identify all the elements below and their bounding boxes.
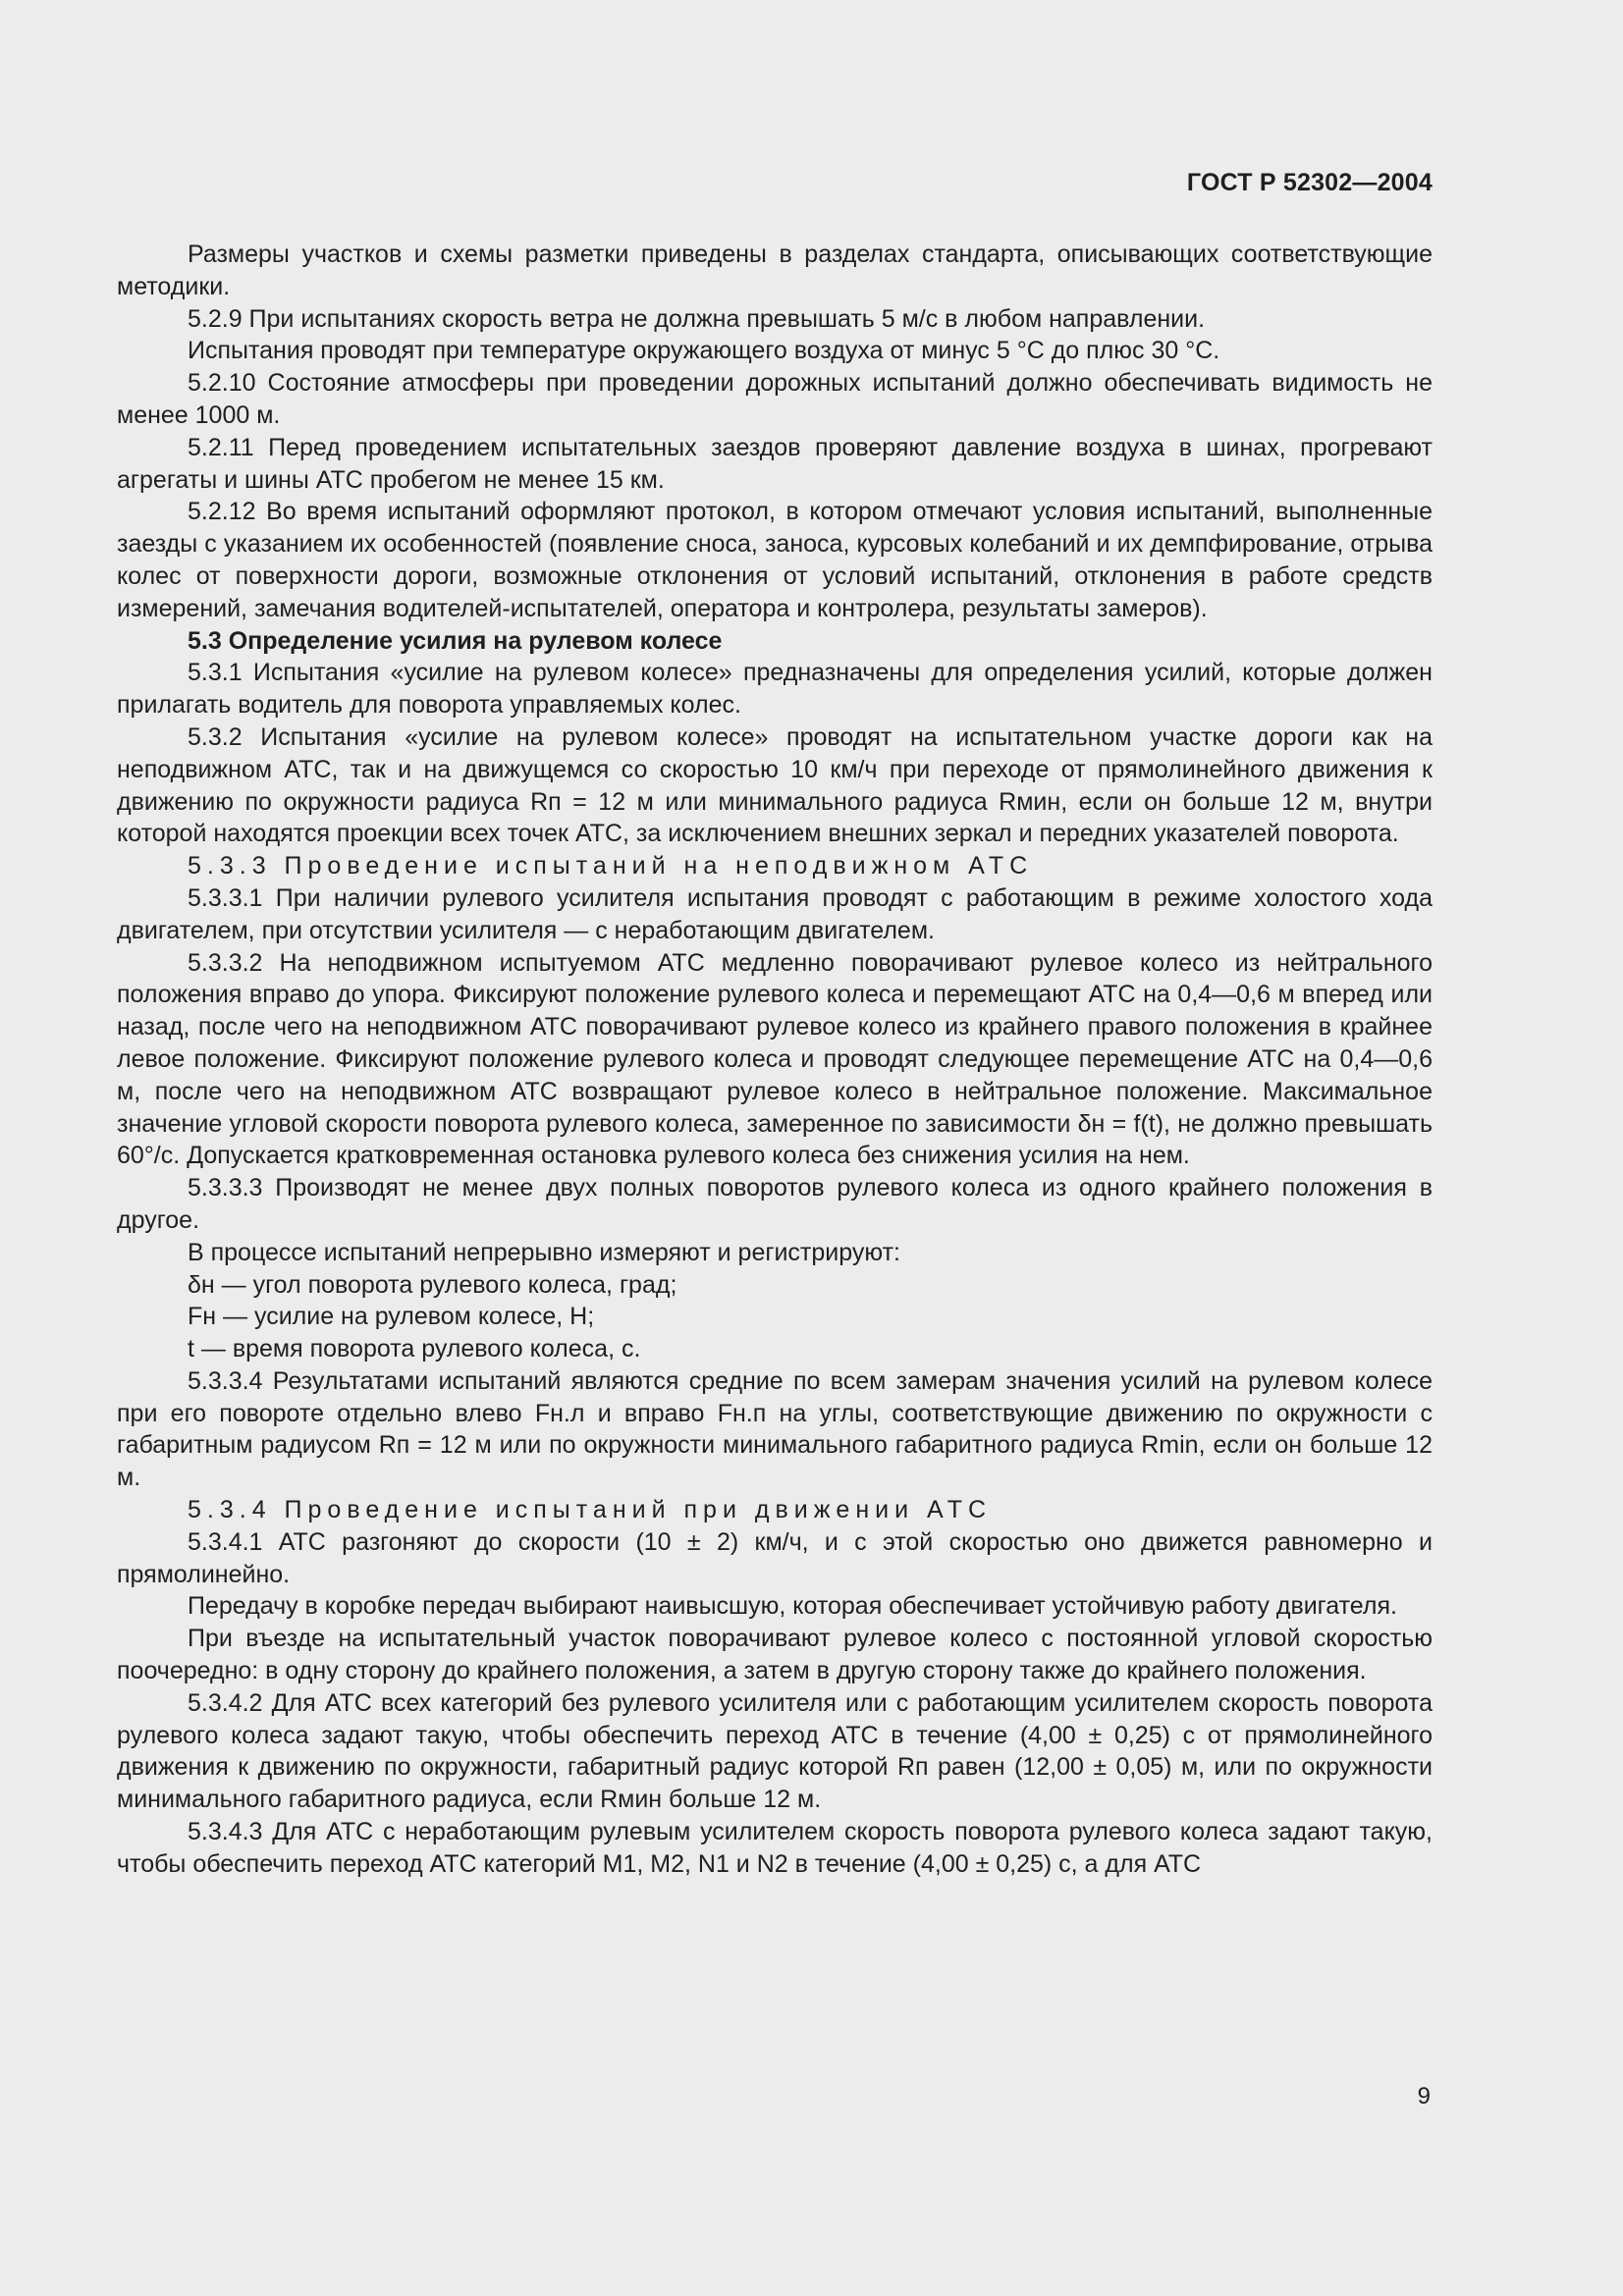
paragraph: Передачу в коробке передач выбирают наивысшую, которая обеспечивает устойчивую работу двигателя. <box>188 1592 1397 1621</box>
paragraph: 5.2.11 Перед проведением испытательных заездов проверяют давление воздуха в шинах, прогревают агрегаты и шины АТС пробегом не менее 15 км. <box>117 433 1433 494</box>
subsection-heading: 5.3.3 Проведение испытаний на неподвижном АТС <box>188 852 1034 881</box>
page-number: 9 <box>1417 2083 1431 2109</box>
paragraph: В процессе испытаний непрерывно измеряют и регистрируют: <box>188 1238 900 1266</box>
paragraph: 5.3.2 Испытания «усилие на рулевом колесе» проводят на испытательном участке дороги как на неподвижном АТС, так и на движущемся со скоростью 10 км/ч при переходе от прямолинейного движения к движению по окружности радиуса Rп = 12 м или минимального радиуса Rмин, если он больше 12 м, внутри которой находятся проекции всех точек АТС, за исключением внешних зеркал и передних указателей поворота. <box>117 722 1433 848</box>
paragraph: При въезде на испытательный участок поворачивают рулевое колесо с постоянной угловой скоростью поочередно: в одну сторону до крайнего положения, а затем в другую сторону также до крайнего положения. <box>117 1625 1433 1685</box>
paragraph: Испытания проводят при температуре окружающего воздуха от минус 5 °С до плюс 30 °С. <box>188 337 1220 365</box>
definition-item: t — время поворота рулевого колеса, с. <box>188 1335 641 1363</box>
subsection-heading: 5.3.4 Проведение испытаний при движении АТС <box>188 1496 993 1524</box>
paragraph: 5.2.9 При испытаниях скорость ветра не должна превышать 5 м/с в любом направлении. <box>188 304 1206 333</box>
definition-item: Fн — усилие на рулевом колесе, Н; <box>188 1303 595 1331</box>
paragraph: 5.2.10 Состояние атмосферы при проведении дорожных испытаний должно обеспечивать видимость не менее 1000 м. <box>117 369 1433 429</box>
section-heading: 5.3 Определение усилия на рулевом колесе <box>188 626 723 655</box>
paragraph: 5.3.4.3 Для АТС с неработающим рулевым усилителем скорость поворота рулевого колеса задают такую, чтобы обеспечить переход АТС категорий M1, M2, N1 и N2 в течение (4,00 ± 0,25) с, а для АТС <box>117 1818 1433 1878</box>
paragraph: 5.2.12 Во время испытаний оформляют протокол, в котором отмечают условия испытаний, выполненные заезды с указанием их особенностей (появление сноса, заноса, курсовых колебаний и их демпфирование, отрыва колес от поверхности дороги, возможные отклонения от условий испытаний, отклонения в работе средств измерений, замечания водителей-испытателей, оператора и контролера, результаты замеров). <box>117 498 1433 622</box>
paragraph: Размеры участков и схемы разметки приведены в разделах стандарта, описывающих соответствующие методики. <box>117 240 1433 300</box>
body-text <box>117 239 1433 1881</box>
paragraph: 5.3.3.2 На неподвижном испытуемом АТС медленно поворачивают рулевое колесо из нейтрального положения вправо до упора. Фиксируют положение рулевого колеса и перемещают АТС на 0,4—0,6 м вперед или назад, после чего на неподвижном АТС поворачивают рулевое колесо из крайнего правого положения в крайнее левое положение. Фиксируют положение рулевого колеса и проводят следующее перемещение АТС на 0,4—0,6 м, после чего на неподвижном АТС возвращают рулевое колесо в нейтральное положение. Максимальное значение угловой скорости поворота рулевого колеса, замеренное по зависимости δн = f(t), не должно превышать 60°/с. Допускается кратковременная остановка рулевого колеса без снижения усилия на нем. <box>117 948 1433 1170</box>
document-header: ГОСТ Р 52302—2004 <box>1186 169 1433 196</box>
paragraph: 5.3.3.1 При наличии рулевого усилителя испытания проводят с работающим в режиме холостого хода двигателем, при отсутствии усилителя — с неработающим двигателем. <box>117 883 1433 944</box>
definition-item: δн — угол поворота рулевого колеса, град; <box>188 1270 677 1299</box>
paragraph: 5.3.4.1 АТС разгоняют до скорости (10 ± 2) км/ч, и с этой скоростью оно движется равномерно и прямолинейно. <box>117 1527 1433 1588</box>
paragraph: 5.3.3.3 Производят не менее двух полных поворотов рулевого колеса из одного крайнего положения в другое. <box>117 1174 1433 1234</box>
paragraph: 5.3.4.2 Для АТС всех категорий без рулевого усилителя или с работающим усилителем скорость поворота рулевого колеса задают такую, чтобы обеспечить переход АТС в течение (4,00 ± 0,25) с от прямолинейного движения к движению по окружности, габаритный радиус которой Rп равен (12,00 ± 0,05) м, или по окружности минимального габаритного радиуса, если Rмин больше 12 м. <box>117 1688 1433 1814</box>
paragraph: 5.3.3.4 Результатами испытаний являются средние по всем замерам значения усилий на рулевом колесе при его повороте отдельно влево Fн.л и вправо Fн.п на углы, соответствующие движению по окружности с габаритным радиусом Rп = 12 м или по окружности минимального габаритного радиуса Rmin, если он больше 12 м. <box>117 1366 1433 1492</box>
paragraph: 5.3.1 Испытания «усилие на рулевом колесе» предназначены для определения усилий, которые должен прилагать водитель для поворота управляемых колес. <box>117 659 1433 720</box>
